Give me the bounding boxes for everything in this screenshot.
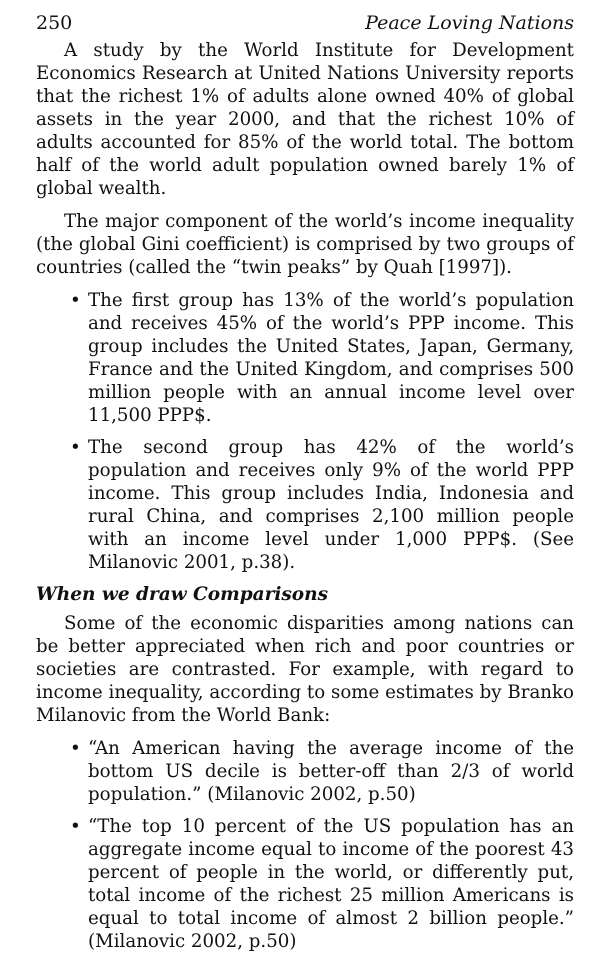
- list-item: • “The top 10 percent of the US population has an aggregate income equal to income of the poorest 43 percent of people in the world, or differently put, total income of the richest 25 million Americans is equal to total income of almost 2 billion people.” (Milanovic 2002, p.50): [88, 815, 574, 953]
- paragraph-gini: The major component of the world’s income inequality (the global Gini coefficient) is comprised by two groups of countries (called the “twin peaks” by Quah [1997]).: [36, 211, 574, 278]
- page-number: 250: [36, 12, 73, 34]
- list-item: • The second group has 42% of the world’s population and receives only 9% of the world PPP income. This group includes India, Indonesia and rural China, and comprises 2,100 million people with an income level under 1,000 PPP$. (See Milanovic 2001, p.38).: [88, 436, 574, 574]
- twin-peaks-list: [36, 289, 574, 574]
- milanovic-quotes-list: [36, 737, 574, 953]
- list-item: • “An American having the average income of the bottom US decile is better-off than 2/3 of world population.” (Milanovic 2002, p.50): [88, 737, 574, 806]
- running-title: Peace Loving Nations: [365, 12, 574, 34]
- list-item: • The first group has 13% of the world’s population and receives 45% of the world’s PPP income. This group includes the United States, Japan, Germany, France and the United Kingdom, and comprises 500 million people with an annual income level over 11,500 PPP$.: [88, 289, 574, 427]
- running-head: [36, 12, 574, 35]
- section-heading: When we draw Comparisons: [36, 584, 329, 605]
- paragraph-wider-study: A study by the World Institute for Development Economics Research at United Nations University reports that the richest 1% of adults alone owned 40% of global assets in the year 2000, and that the richest 10% of adults accounted for 85% of the world total. The bottom half of the world adult population owned barely 1% of global wealth.: [36, 40, 574, 199]
- paragraph-disparities: Some of the economic disparities among nations can be better appreciated when rich and poor countries or societies are contrasted. For example, with regard to income inequality, according to some estimates by Branko Milanovic from the World Bank:: [36, 613, 574, 726]
